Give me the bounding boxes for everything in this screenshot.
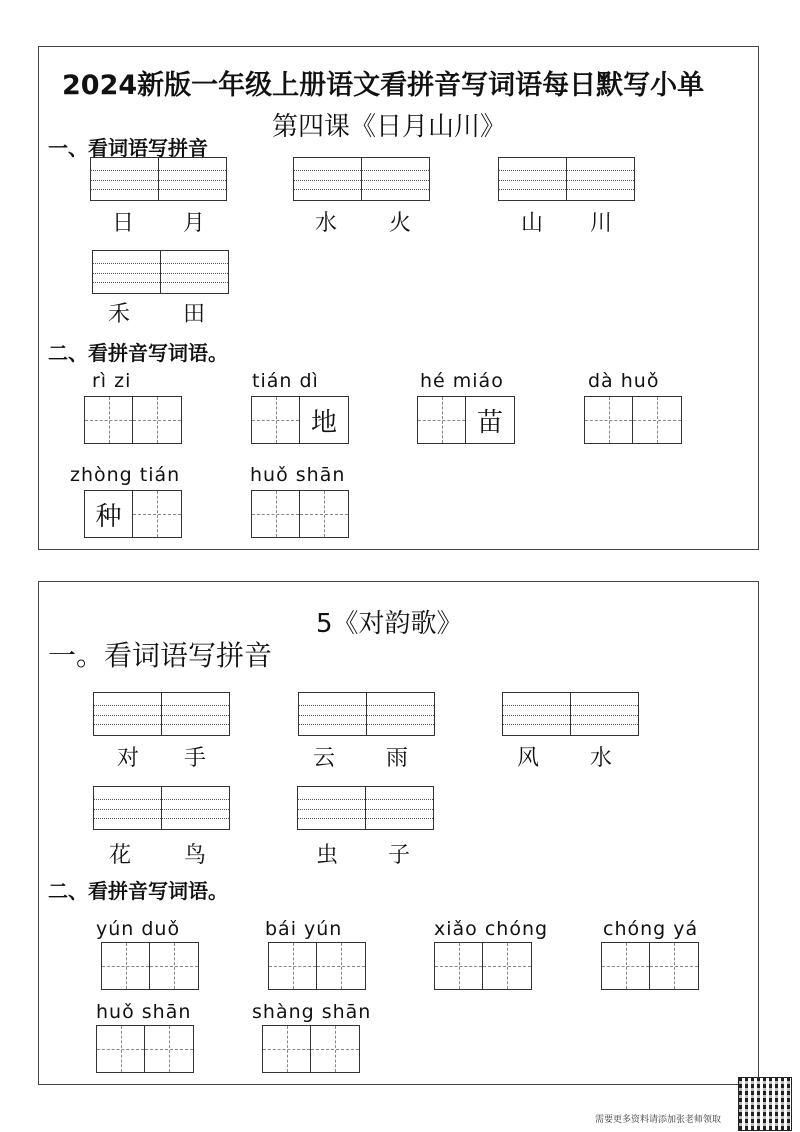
filled-char: 地 — [300, 397, 348, 443]
section-1-label: 一。看词语写拼音 — [48, 639, 273, 672]
char-grid[interactable] — [584, 396, 682, 444]
word-char: 川 — [590, 211, 613, 236]
word-char: 云 — [313, 746, 336, 771]
pinyin-label: bái yún — [265, 918, 343, 940]
word-char: 虫 — [316, 843, 339, 868]
pinyin-label: chóng yá — [603, 918, 699, 940]
pinyin-label: zhòng tián — [70, 464, 181, 486]
pinyin-label: xiǎo chóng — [434, 918, 549, 940]
pinyin-box[interactable] — [293, 157, 430, 201]
pinyin-box[interactable] — [93, 786, 230, 830]
worksheet-1-subtitle: 第四课《日月山川》 — [272, 112, 507, 142]
char-grid[interactable] — [251, 490, 349, 538]
pinyin-label: hé miáo — [420, 370, 504, 392]
word-char: 水 — [590, 746, 613, 771]
pinyin-box[interactable] — [93, 692, 230, 736]
word-char: 花 — [109, 843, 132, 868]
word-char: 水 — [315, 211, 338, 236]
pinyin-box[interactable] — [298, 692, 435, 736]
word-char: 日 — [112, 211, 135, 236]
word-char: 禾 — [108, 302, 131, 327]
word-char: 对 — [117, 746, 140, 771]
worksheet-2-title: 5《对韵歌》 — [316, 609, 463, 639]
char-grid[interactable] — [434, 942, 532, 990]
word-char: 月 — [183, 211, 206, 236]
pinyin-box[interactable] — [502, 692, 639, 736]
pinyin-label: tián dì — [252, 370, 319, 392]
filled-char: 苗 — [466, 397, 514, 443]
word-char: 田 — [183, 302, 206, 327]
char-grid[interactable] — [251, 396, 349, 444]
pinyin-label: huǒ shān — [250, 464, 346, 486]
char-grid[interactable] — [262, 1025, 360, 1073]
pinyin-label: huǒ shān — [96, 1001, 192, 1023]
word-char: 子 — [388, 843, 411, 868]
char-grid[interactable] — [101, 942, 199, 990]
pinyin-label: dà huǒ — [588, 370, 660, 392]
char-grid[interactable] — [268, 942, 366, 990]
char-grid[interactable] — [84, 490, 182, 538]
word-char: 手 — [184, 746, 207, 771]
word-char: 鸟 — [184, 843, 207, 868]
section-2-label: 二、看拼音写词语。 — [48, 879, 228, 903]
char-grid[interactable] — [417, 396, 515, 444]
pinyin-label: rì zi — [92, 370, 132, 392]
word-char: 火 — [389, 211, 412, 236]
filled-char: 种 — [85, 491, 132, 537]
section-1-label: 一、看词语写拼音 — [48, 136, 208, 160]
word-char: 雨 — [386, 746, 409, 771]
section-2-label: 二、看拼音写词语。 — [48, 341, 228, 365]
footer-note: 需要更多资料请添加张老师领取 — [595, 1115, 722, 1125]
pinyin-box[interactable] — [498, 157, 635, 201]
pinyin-label: yún duǒ — [96, 918, 181, 940]
char-grid[interactable] — [84, 396, 182, 444]
char-grid[interactable] — [601, 942, 699, 990]
pinyin-label: shàng shān — [252, 1001, 372, 1023]
pinyin-box[interactable] — [92, 250, 229, 294]
word-char: 山 — [521, 211, 544, 236]
worksheet-1-title: 2024新版一年级上册语文看拼音写词语每日默写小单 — [62, 70, 705, 101]
char-grid[interactable] — [96, 1025, 194, 1073]
qr-code-icon — [738, 1077, 792, 1131]
pinyin-box[interactable] — [90, 157, 227, 201]
pinyin-box[interactable] — [297, 786, 434, 830]
word-char: 风 — [517, 746, 540, 771]
